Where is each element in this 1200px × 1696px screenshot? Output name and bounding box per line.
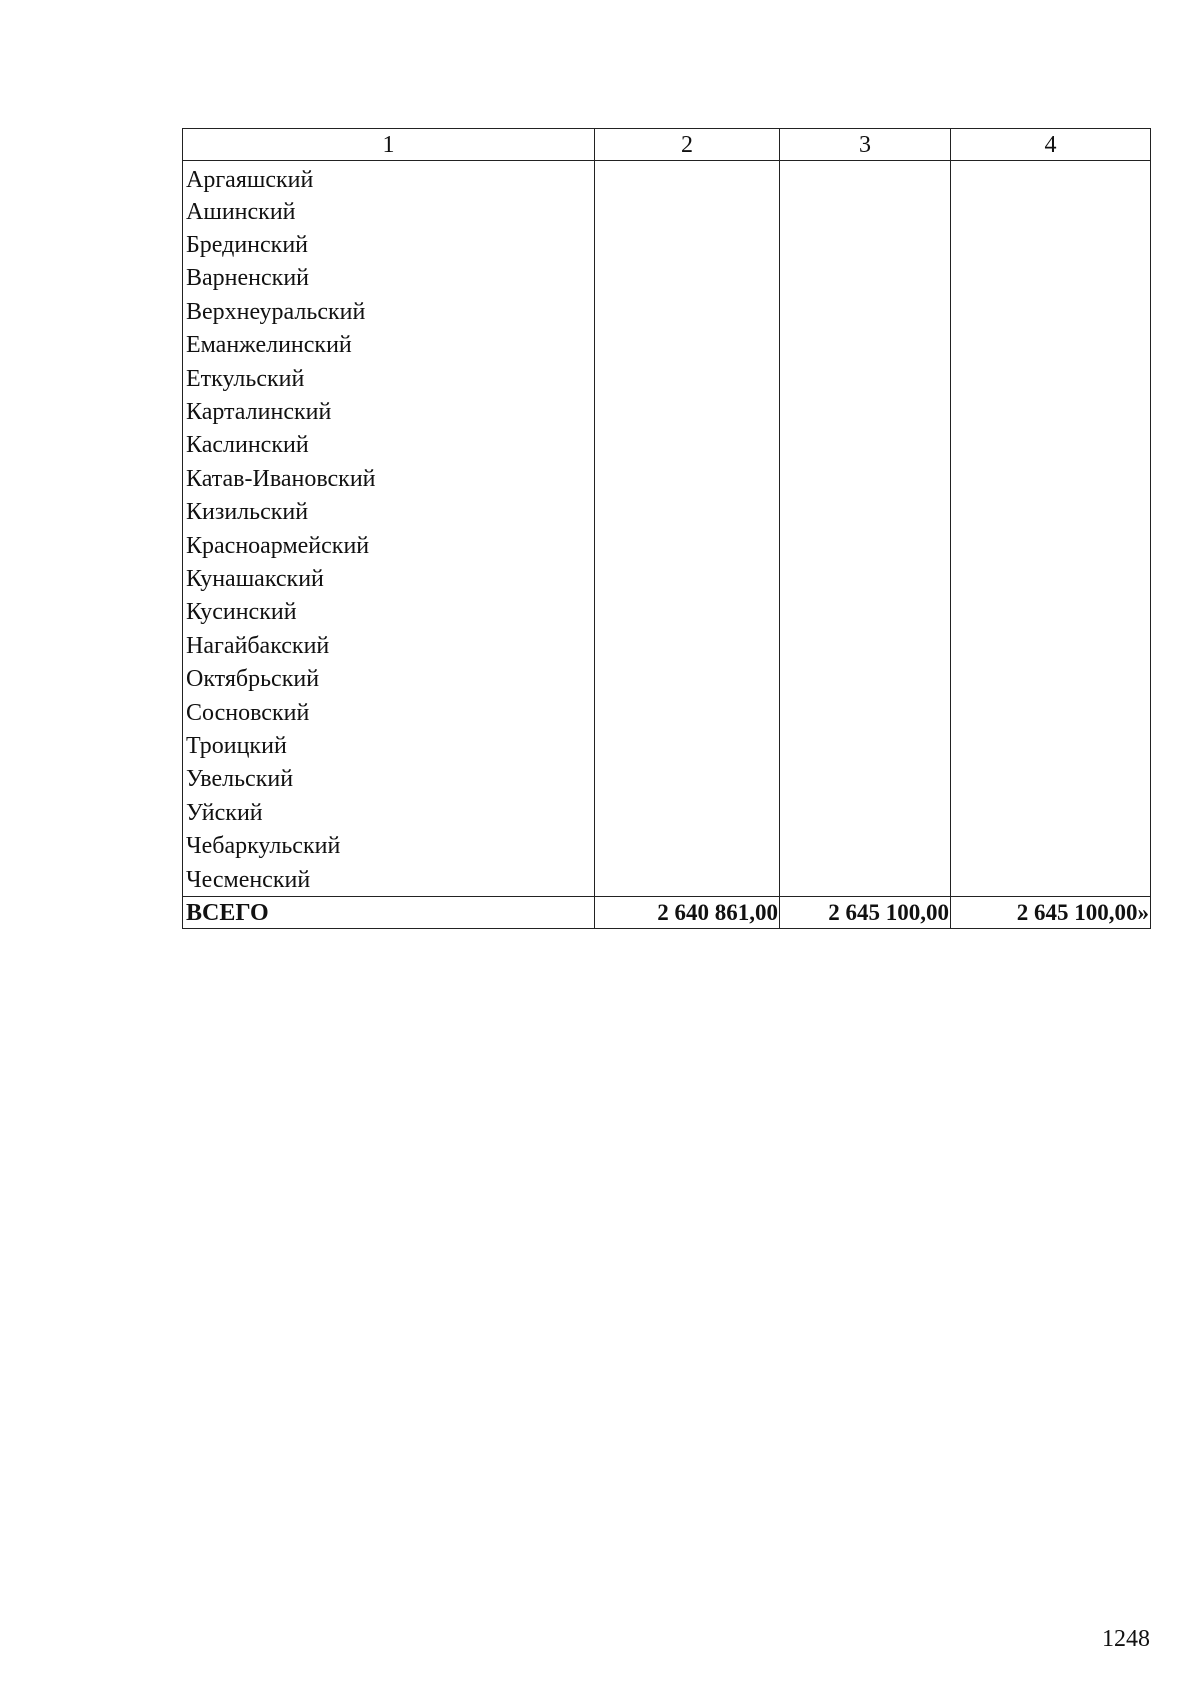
district-name-cell: Брединский: [183, 228, 595, 261]
empty-value-cell: [595, 262, 780, 295]
empty-value-cell: [951, 329, 1151, 362]
header-row: [183, 129, 1151, 161]
empty-value-cell: [951, 696, 1151, 729]
district-name-cell: Уйский: [183, 796, 595, 829]
empty-value-cell: [951, 161, 1151, 196]
table-row: [183, 596, 1151, 629]
empty-value-cell: [780, 462, 951, 495]
empty-value-cell: [595, 496, 780, 529]
district-name-cell: Еманжелинский: [183, 329, 595, 362]
district-name-cell: Чесменский: [183, 863, 595, 897]
table-row: [183, 629, 1151, 662]
page-number: 1248: [1102, 1626, 1150, 1652]
empty-value-cell: [595, 462, 780, 495]
district-name-cell: Троицкий: [183, 729, 595, 762]
table-row: [183, 496, 1151, 529]
empty-value-cell: [595, 863, 780, 897]
district-name-cell: Кусинский: [183, 596, 595, 629]
empty-value-cell: [595, 329, 780, 362]
table-row: [183, 295, 1151, 328]
table-row: [183, 161, 1151, 196]
table-row: [183, 696, 1151, 729]
empty-value-cell: [780, 629, 951, 662]
header-cell-1: 1: [183, 129, 595, 161]
empty-value-cell: [780, 362, 951, 395]
district-name-cell: Ашинский: [183, 195, 595, 228]
district-name-cell: Варненский: [183, 262, 595, 295]
empty-value-cell: [951, 763, 1151, 796]
empty-value-cell: [780, 796, 951, 829]
empty-value-cell: [780, 863, 951, 897]
table-row: [183, 395, 1151, 428]
table-row: [183, 329, 1151, 362]
empty-value-cell: [595, 395, 780, 428]
district-name-cell: Кунашакский: [183, 562, 595, 595]
empty-value-cell: [780, 429, 951, 462]
district-name-cell: Чебаркульский: [183, 829, 595, 862]
district-table: [182, 128, 1151, 929]
empty-value-cell: [780, 829, 951, 862]
empty-value-cell: [780, 395, 951, 428]
empty-value-cell: [951, 662, 1151, 695]
total-col-3: 2 645 100,00: [780, 897, 951, 929]
total-row: [183, 897, 1151, 929]
district-name-cell: Еткульский: [183, 362, 595, 395]
table-row: [183, 763, 1151, 796]
table-row: [183, 362, 1151, 395]
empty-value-cell: [951, 829, 1151, 862]
empty-value-cell: [780, 496, 951, 529]
total-col-4: 2 645 100,00»: [951, 897, 1151, 929]
empty-value-cell: [951, 228, 1151, 261]
empty-value-cell: [780, 763, 951, 796]
empty-value-cell: [951, 529, 1151, 562]
district-name-cell: Аргаяшский: [183, 161, 595, 196]
empty-value-cell: [951, 562, 1151, 595]
empty-value-cell: [595, 629, 780, 662]
district-name-cell: Катав-Ивановский: [183, 462, 595, 495]
empty-value-cell: [780, 228, 951, 261]
empty-value-cell: [780, 329, 951, 362]
empty-value-cell: [951, 395, 1151, 428]
empty-value-cell: [595, 829, 780, 862]
empty-value-cell: [780, 195, 951, 228]
empty-value-cell: [951, 429, 1151, 462]
empty-value-cell: [595, 596, 780, 629]
empty-value-cell: [951, 295, 1151, 328]
empty-value-cell: [951, 195, 1151, 228]
district-name-cell: Верхнеуральский: [183, 295, 595, 328]
empty-value-cell: [780, 262, 951, 295]
empty-value-cell: [780, 562, 951, 595]
district-name-cell: Октябрьский: [183, 662, 595, 695]
empty-value-cell: [951, 262, 1151, 295]
empty-value-cell: [595, 796, 780, 829]
empty-value-cell: [780, 529, 951, 562]
table-row: [183, 429, 1151, 462]
district-name-cell: Сосновский: [183, 696, 595, 729]
empty-value-cell: [780, 161, 951, 196]
district-name-cell: Увельский: [183, 763, 595, 796]
header-cell-2: 2: [595, 129, 780, 161]
table-row: [183, 462, 1151, 495]
empty-value-cell: [780, 662, 951, 695]
empty-value-cell: [951, 796, 1151, 829]
empty-value-cell: [951, 596, 1151, 629]
district-name-cell: Каслинский: [183, 429, 595, 462]
empty-value-cell: [595, 696, 780, 729]
table-row: [183, 863, 1151, 897]
empty-value-cell: [780, 295, 951, 328]
empty-value-cell: [595, 562, 780, 595]
empty-value-cell: [951, 462, 1151, 495]
empty-value-cell: [951, 629, 1151, 662]
table-row: [183, 262, 1151, 295]
empty-value-cell: [951, 362, 1151, 395]
empty-value-cell: [780, 729, 951, 762]
empty-value-cell: [595, 295, 780, 328]
empty-value-cell: [595, 228, 780, 261]
empty-value-cell: [780, 596, 951, 629]
total-col-2: 2 640 861,00: [595, 897, 780, 929]
table-row: [183, 228, 1151, 261]
empty-value-cell: [780, 696, 951, 729]
district-name-cell: Нагайбакский: [183, 629, 595, 662]
header-cell-4: 4: [951, 129, 1151, 161]
table-row: [183, 562, 1151, 595]
empty-value-cell: [951, 729, 1151, 762]
table-row: [183, 662, 1151, 695]
empty-value-cell: [595, 161, 780, 196]
empty-value-cell: [595, 763, 780, 796]
empty-value-cell: [595, 362, 780, 395]
empty-value-cell: [595, 195, 780, 228]
empty-value-cell: [595, 729, 780, 762]
empty-value-cell: [595, 662, 780, 695]
district-name-cell: Карталинский: [183, 395, 595, 428]
empty-value-cell: [951, 496, 1151, 529]
district-name-cell: Красноармейский: [183, 529, 595, 562]
header-cell-3: 3: [780, 129, 951, 161]
table-row: [183, 729, 1151, 762]
table-row: [183, 195, 1151, 228]
table-row: [183, 529, 1151, 562]
total-label: ВСЕГО: [183, 897, 595, 929]
empty-value-cell: [951, 863, 1151, 897]
empty-value-cell: [595, 429, 780, 462]
table-row: [183, 829, 1151, 862]
table-row: [183, 796, 1151, 829]
table-body: [183, 161, 1151, 897]
district-name-cell: Кизильский: [183, 496, 595, 529]
empty-value-cell: [595, 529, 780, 562]
